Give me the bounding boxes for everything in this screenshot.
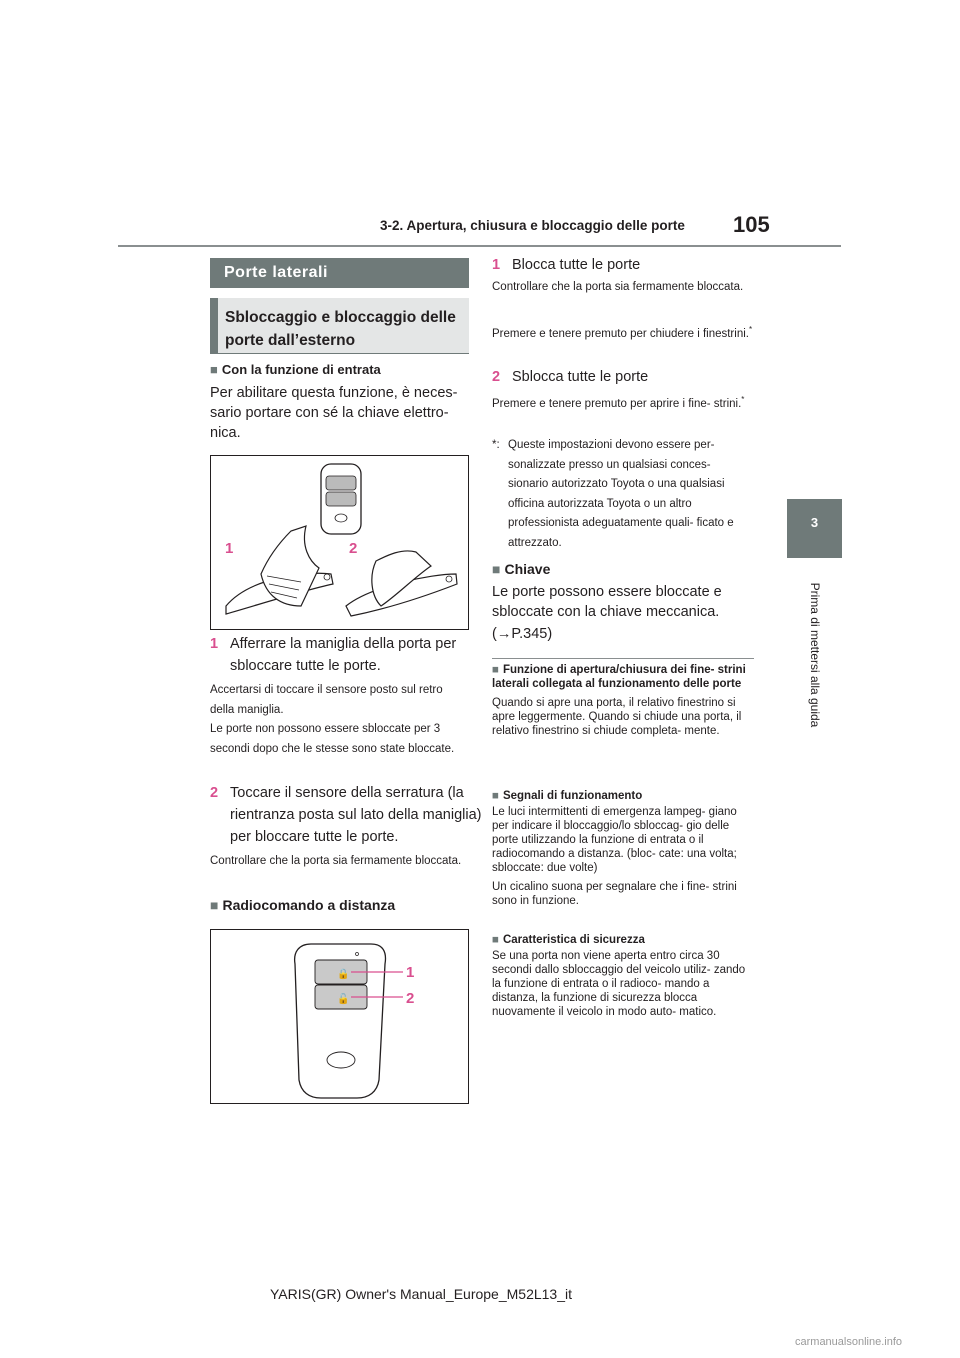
entry-figure	[210, 455, 469, 630]
info-divider	[492, 658, 754, 659]
entry-figure-drawing	[211, 456, 468, 629]
key-text: Le porte possono essere bloccate e sbloccate con la chiave meccanica.	[492, 584, 722, 620]
remote-footnote	[492, 436, 754, 553]
info-2-heading-text: Segnali di funzionamento	[502, 790, 643, 802]
page-number: 105	[733, 212, 770, 237]
remote-step-1	[492, 254, 774, 276]
remote-footnote-text: Queste impostazioni devono essere per- sonalizzate presso un qualsiasi conces- sionario autorizzato Toyota o una qualsiasi officina autorizzata Toyota o un altro professionista adeguatamente quali- ficato e attrezzato.	[508, 439, 734, 549]
entry-step-1-text: Afferrare la maniglia della porta per sbloccare tutte le porte.	[230, 636, 457, 674]
chapter-tab-number: 3	[787, 499, 842, 558]
entry-step-2	[210, 782, 489, 848]
entry-intro: Per abilitare questa funzione, è neces- sario portare con sé la chiave elettro- nica.	[210, 385, 458, 441]
info-block-1	[492, 663, 754, 738]
section-header-title: 3-2. Apertura, chiusura e bloccaggio delle porte	[380, 218, 685, 233]
remote-step-2-text: Sblocca tutte le porte	[512, 369, 649, 385]
info-2-paragraph-2: Un cicalino suona per segnalare che i fine- strini sono in funzione.	[492, 881, 737, 907]
subsection-title: Sbloccaggio e bloccaggio delle porte dall’esterno	[210, 298, 469, 354]
info-2-heading	[492, 789, 754, 803]
remote-step-1-number: 1	[492, 257, 501, 273]
footer-text: YARIS(GR) Owner's Manual_Europe_M52L13_it	[270, 1286, 572, 1302]
key-heading	[492, 561, 754, 577]
entry-step-2-number: 2	[210, 785, 219, 801]
entry-step-2-note: Controllare che la porta sia fermamente bloccata.	[210, 855, 462, 867]
entry-heading	[210, 362, 469, 377]
remote-step-2-note	[492, 390, 754, 414]
info-2-paragraph-1: Le luci intermittenti di emergenza lampeg- giano per indicare il bloccaggio/lo sbloccag- gio delle porte utilizzando la funzione di entrata o il radiocomando a distanza. (bloc- cate: una volta; sbloccate: due volte)	[492, 806, 737, 874]
info-1-paragraph: Quando si apre una porta, il relativo finestrino si apre leggermente. Quando si chiude una porta, il relativo finestrino si chiude completa- mente.	[492, 697, 742, 737]
unlock-icon: 🔓	[337, 994, 350, 1005]
chapter-tab-title-text: Prima di mettersi alla guida	[807, 582, 822, 728]
remote-step-2-number: 2	[492, 369, 501, 385]
remote-step-2-note-text: Premere e tenere premuto per aprire i fine- strini.	[492, 397, 742, 410]
remote-step-1-note-1: Controllare che la porta sia fermamente bloccata.	[492, 281, 744, 293]
lock-icon: 🔒	[337, 969, 350, 980]
watermark: carmanualsonline.info	[795, 1336, 903, 1348]
info-1-heading-text: Funzione di apertura/chiusura dei fine- strini laterali collegata al funzionamento delle porte	[492, 664, 746, 690]
info-3-heading-text: Caratteristica di sicurezza	[502, 934, 645, 946]
info-1-heading	[492, 663, 754, 691]
entry-step-1-note-2: Le porte non possono essere sbloccate per 3 secondi dopo che le stesse sono state bloccate.	[210, 723, 455, 755]
entry-step-1-number: 1	[210, 636, 219, 652]
remote-heading	[210, 897, 469, 913]
remote-footnote-mark: *:	[492, 439, 500, 451]
remote-step-1-text: Blocca tutte le porte	[512, 257, 641, 273]
remote-step-1-asterisk: *	[748, 325, 753, 334]
remote-figure	[210, 929, 469, 1104]
header-divider	[118, 245, 841, 247]
remote-heading-text: Radiocomando a distanza	[222, 897, 396, 913]
info-block-2	[492, 789, 754, 908]
remote-figure-label-2: 2	[406, 990, 415, 1007]
remote-step-1-note-2-text: Premere e tenere premuto per chiudere i finestrini.	[492, 327, 749, 340]
key-reference-link[interactable]: (→P.345)	[492, 626, 553, 642]
info-block-3	[492, 933, 754, 1019]
info-3-heading	[492, 933, 754, 947]
info-3-paragraph: Se una porta non viene aperta entro circa 30 secondi dallo sbloccaggio del veicolo utiliz- zando la funzione di entrata o il radioco- mando a distanza, la funzione di sicurezza blocca nuovamente il veicolo in modo auto- matico.	[492, 950, 746, 1018]
remote-step-2-asterisk: *	[741, 395, 745, 404]
key-heading-text: Chiave	[504, 561, 551, 577]
entry-figure-label-1: 1	[225, 540, 234, 557]
remote-figure-drawing	[211, 930, 468, 1103]
entry-heading-text: Con la funzione di entrata	[221, 362, 381, 377]
entry-step-1-note-1: Accertarsi di toccare il sensore posto sul retro della maniglia.	[210, 684, 443, 716]
remote-step-1-note-2	[492, 320, 754, 344]
remote-step-2	[492, 366, 774, 388]
section-title: Porte laterali	[210, 258, 469, 288]
entry-step-1	[210, 633, 489, 677]
entry-figure-label-2: 2	[349, 540, 358, 557]
remote-figure-label-1: 1	[406, 964, 415, 981]
chapter-tab-title	[787, 560, 842, 750]
entry-step-2-text: Toccare il sensore della serratura (la rientranza posta sul lato della maniglia) per bloccare tutte le porte.	[230, 785, 482, 845]
